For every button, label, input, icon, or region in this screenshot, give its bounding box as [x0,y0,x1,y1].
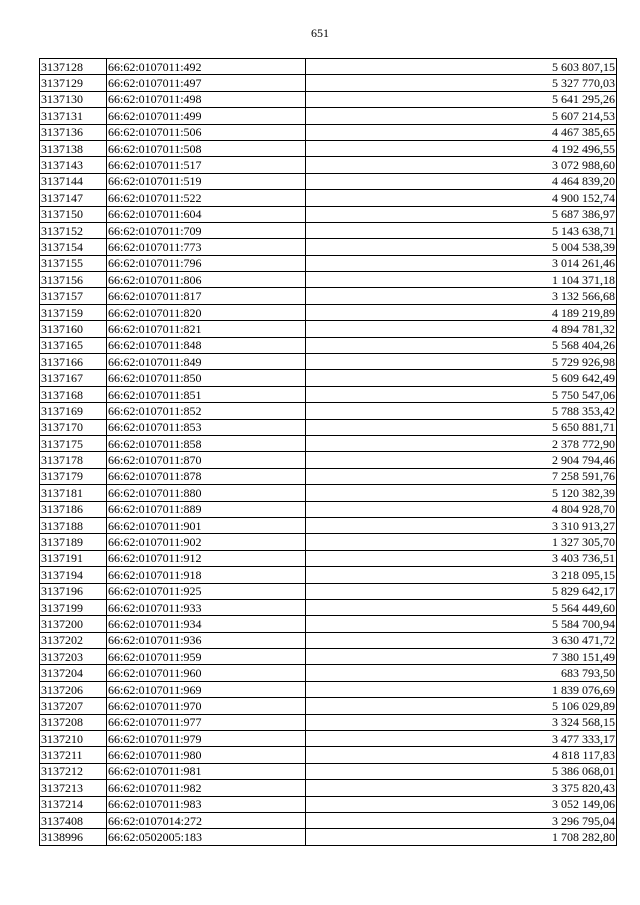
record-number-cell: 3137155 [40,255,107,271]
cadastral-number-cell: 66:62:0107011:851 [107,386,306,402]
table-row [40,206,617,222]
cadastral-value-cell: 3 218 095,15 [306,567,617,583]
page-number: 651 [311,26,329,40]
cadastral-number-cell: 66:62:0107011:858 [107,435,306,451]
record-number-cell: 3138996 [40,829,107,845]
table-row [40,370,617,386]
table-row [40,321,617,337]
cadastral-value-cell: 7 380 151,49 [306,649,617,665]
cadastral-value-cell: 3 052 149,06 [306,796,617,812]
cadastral-number-cell: 66:62:0107011:889 [107,501,306,517]
cadastral-value-cell: 5 004 538,39 [306,239,617,255]
record-number-cell: 3137188 [40,517,107,533]
cadastral-value-cell: 5 327 770,03 [306,75,617,91]
record-number-cell: 3137181 [40,485,107,501]
cadastral-value-cell: 3 403 736,51 [306,550,617,566]
table-row [40,304,617,320]
cadastral-value-cell: 3 014 261,46 [306,255,617,271]
cadastral-value-cell: 4 464 839,20 [306,173,617,189]
table-row [40,714,617,730]
cadastral-value-cell: 5 729 926,98 [306,354,617,370]
table-row [40,812,617,828]
table-row [40,665,617,681]
cadastral-number-cell: 66:62:0107011:912 [107,550,306,566]
cadastral-number-cell: 66:62:0107011:960 [107,665,306,681]
record-number-cell: 3137157 [40,288,107,304]
cadastral-value-cell: 4 804 928,70 [306,501,617,517]
cadastral-value-cell: 1 327 305,70 [306,534,617,550]
record-number-cell: 3137156 [40,272,107,288]
record-number-cell: 3137199 [40,599,107,615]
cadastral-value-cell: 3 630 471,72 [306,632,617,648]
cadastral-number-cell: 66:62:0107014:272 [107,812,306,828]
cadastral-value-cell: 4 192 496,55 [306,140,617,156]
cadastral-value-cell: 5 143 638,71 [306,222,617,238]
cadastral-number-cell: 66:62:0107011:933 [107,599,306,615]
record-number-cell: 3137154 [40,239,107,255]
table-row [40,534,617,550]
record-number-cell: 3137168 [40,386,107,402]
record-number-cell: 3137214 [40,796,107,812]
table-row [40,780,617,796]
record-number-cell: 3137138 [40,140,107,156]
cadastral-value-cell: 4 900 152,74 [306,190,617,206]
record-number-cell: 3137211 [40,747,107,763]
table-row [40,419,617,435]
cadastral-number-cell: 66:62:0107011:821 [107,321,306,337]
cadastral-number-cell: 66:62:0107011:925 [107,583,306,599]
table-row [40,632,617,648]
cadastral-value-cell: 5 603 807,15 [306,59,617,75]
record-number-cell: 3137212 [40,763,107,779]
table-row [40,763,617,779]
record-number-cell: 3137131 [40,108,107,124]
table-row [40,698,617,714]
cadastral-value-cell: 683 793,50 [306,665,617,681]
record-number-cell: 3137186 [40,501,107,517]
table-row [40,599,617,615]
table-row [40,222,617,238]
record-number-cell: 3137143 [40,157,107,173]
cadastral-number-cell: 66:62:0107011:934 [107,616,306,632]
table-row [40,501,617,517]
cadastral-number-cell: 66:62:0107011:492 [107,59,306,75]
cadastral-value-cell: 3 477 333,17 [306,731,617,747]
table-row [40,239,617,255]
record-number-cell: 3137194 [40,567,107,583]
table-body [40,59,617,846]
cadastral-value-cell: 5 609 642,49 [306,370,617,386]
cadastral-number-cell: 66:62:0107011:506 [107,124,306,140]
cadastral-number-cell: 66:62:0107011:806 [107,272,306,288]
cadastral-value-cell: 3 132 566,68 [306,288,617,304]
record-number-cell: 3137144 [40,173,107,189]
table-row [40,583,617,599]
cadastral-number-cell: 66:62:0107011:498 [107,91,306,107]
record-number-cell: 3137136 [40,124,107,140]
cadastral-number-cell: 66:62:0107011:969 [107,681,306,697]
cadastral-number-cell: 66:62:0107011:852 [107,403,306,419]
table-row [40,108,617,124]
record-number-cell: 3137204 [40,665,107,681]
cadastral-number-cell: 66:62:0107011:497 [107,75,306,91]
table-row [40,567,617,583]
cadastral-number-cell: 66:62:0107011:880 [107,485,306,501]
record-number-cell: 3137213 [40,780,107,796]
table-row [40,747,617,763]
cadastral-value-cell: 5 106 029,89 [306,698,617,714]
record-number-cell: 3137160 [40,321,107,337]
cadastral-value-cell: 5 386 068,01 [306,763,617,779]
table-row [40,403,617,419]
table-row [40,435,617,451]
record-number-cell: 3137129 [40,75,107,91]
cadastral-value-cell: 1 104 371,18 [306,272,617,288]
table-row [40,550,617,566]
table-row [40,517,617,533]
table-row [40,649,617,665]
record-number-cell: 3137147 [40,190,107,206]
table-row [40,681,617,697]
record-number-cell: 3137167 [40,370,107,386]
table-row [40,485,617,501]
table-row [40,796,617,812]
table-row [40,255,617,271]
cadastral-value-cell: 5 750 547,06 [306,386,617,402]
table-row [40,337,617,353]
cadastral-number-cell: 66:62:0107011:848 [107,337,306,353]
cadastral-value-cell: 5 687 386,97 [306,206,617,222]
cadastral-value-cell: 4 467 385,65 [306,124,617,140]
cadastral-number-cell: 66:62:0107011:936 [107,632,306,648]
cadastral-value-table [39,58,617,846]
cadastral-number-cell: 66:62:0107011:870 [107,452,306,468]
table-row [40,452,617,468]
table-row [40,173,617,189]
record-number-cell: 3137170 [40,419,107,435]
cadastral-number-cell: 66:62:0107011:979 [107,731,306,747]
cadastral-value-cell: 4 818 117,83 [306,747,617,763]
cadastral-value-cell: 5 650 881,71 [306,419,617,435]
record-number-cell: 3137210 [40,731,107,747]
record-number-cell: 3137203 [40,649,107,665]
record-number-cell: 3137128 [40,59,107,75]
cadastral-number-cell: 66:62:0107011:918 [107,567,306,583]
cadastral-value-cell: 2 904 794,46 [306,452,617,468]
cadastral-number-cell: 66:62:0107011:796 [107,255,306,271]
cadastral-value-cell: 5 564 449,60 [306,599,617,615]
cadastral-number-cell: 66:62:0107011:773 [107,239,306,255]
cadastral-number-cell: 66:62:0107011:970 [107,698,306,714]
cadastral-number-cell: 66:62:0502005:183 [107,829,306,845]
cadastral-number-cell: 66:62:0107011:959 [107,649,306,665]
cadastral-value-cell: 4 894 781,32 [306,321,617,337]
cadastral-number-cell: 66:62:0107011:820 [107,304,306,320]
table-row [40,140,617,156]
cadastral-number-cell: 66:62:0107011:709 [107,222,306,238]
cadastral-value-cell: 5 120 382,39 [306,485,617,501]
table-row [40,386,617,402]
cadastral-number-cell: 66:62:0107011:850 [107,370,306,386]
record-number-cell: 3137150 [40,206,107,222]
cadastral-value-cell: 5 641 295,26 [306,91,617,107]
cadastral-number-cell: 66:62:0107011:499 [107,108,306,124]
table-row [40,157,617,173]
table-row [40,59,617,75]
table-row [40,468,617,484]
cadastral-value-cell: 5 607 214,53 [306,108,617,124]
record-number-cell: 3137130 [40,91,107,107]
record-number-cell: 3137408 [40,812,107,828]
table-row [40,272,617,288]
cadastral-value-cell: 1 708 282,80 [306,829,617,845]
cadastral-number-cell: 66:62:0107011:508 [107,140,306,156]
cadastral-number-cell: 66:62:0107011:878 [107,468,306,484]
table-row [40,91,617,107]
record-number-cell: 3137207 [40,698,107,714]
table-row [40,288,617,304]
cadastral-value-cell: 5 584 700,94 [306,616,617,632]
cadastral-value-cell: 4 189 219,89 [306,304,617,320]
record-number-cell: 3137202 [40,632,107,648]
cadastral-number-cell: 66:62:0107011:983 [107,796,306,812]
cadastral-value-cell: 7 258 591,76 [306,468,617,484]
record-number-cell: 3137191 [40,550,107,566]
cadastral-number-cell: 66:62:0107011:522 [107,190,306,206]
table-row [40,124,617,140]
record-number-cell: 3137169 [40,403,107,419]
record-number-cell: 3137200 [40,616,107,632]
table-row [40,829,617,845]
cadastral-value-cell: 5 829 642,17 [306,583,617,599]
cadastral-value-cell: 3 310 913,27 [306,517,617,533]
record-number-cell: 3137208 [40,714,107,730]
record-number-cell: 3137165 [40,337,107,353]
record-number-cell: 3137159 [40,304,107,320]
record-number-cell: 3137178 [40,452,107,468]
cadastral-value-cell: 1 839 076,69 [306,681,617,697]
cadastral-number-cell: 66:62:0107011:604 [107,206,306,222]
record-number-cell: 3137189 [40,534,107,550]
record-number-cell: 3137196 [40,583,107,599]
table-row [40,354,617,370]
cadastral-value-cell: 5 788 353,42 [306,403,617,419]
record-number-cell: 3137175 [40,435,107,451]
record-number-cell: 3137206 [40,681,107,697]
cadastral-number-cell: 66:62:0107011:982 [107,780,306,796]
cadastral-value-cell: 2 378 772,90 [306,435,617,451]
table-row [40,190,617,206]
cadastral-value-cell: 5 568 404,26 [306,337,617,353]
record-number-cell: 3137166 [40,354,107,370]
cadastral-number-cell: 66:62:0107011:517 [107,157,306,173]
table-row [40,616,617,632]
cadastral-number-cell: 66:62:0107011:901 [107,517,306,533]
cadastral-number-cell: 66:62:0107011:849 [107,354,306,370]
cadastral-value-cell: 3 375 820,43 [306,780,617,796]
cadastral-value-cell: 3 324 568,15 [306,714,617,730]
cadastral-value-cell: 3 296 795,04 [306,812,617,828]
cadastral-number-cell: 66:62:0107011:980 [107,747,306,763]
table-row [40,75,617,91]
cadastral-number-cell: 66:62:0107011:817 [107,288,306,304]
cadastral-value-cell: 3 072 988,60 [306,157,617,173]
record-number-cell: 3137179 [40,468,107,484]
cadastral-number-cell: 66:62:0107011:519 [107,173,306,189]
table-row [40,731,617,747]
cadastral-number-cell: 66:62:0107011:981 [107,763,306,779]
record-number-cell: 3137152 [40,222,107,238]
cadastral-number-cell: 66:62:0107011:977 [107,714,306,730]
cadastral-number-cell: 66:62:0107011:902 [107,534,306,550]
cadastral-number-cell: 66:62:0107011:853 [107,419,306,435]
